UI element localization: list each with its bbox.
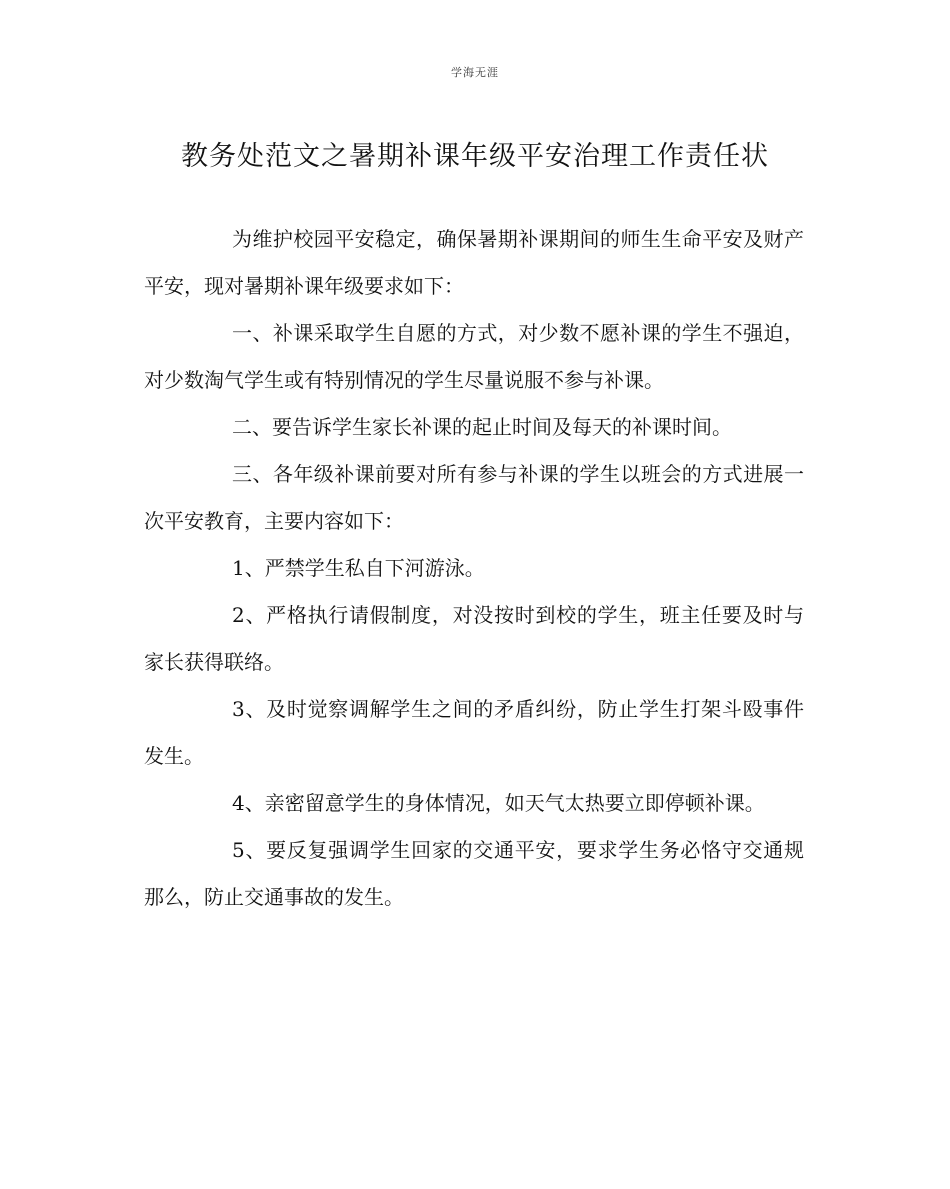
paragraph-sub-2: 2、严格执行请假制度，对没按时到校的学生，班主任要及时与家长获得联络。 xyxy=(144,603,804,674)
page-header: 学海无涯 xyxy=(451,66,499,79)
document-title: 教务处范文之暑期补课年级平安治理工作责任状 xyxy=(181,141,769,172)
document-body xyxy=(144,216,804,921)
paragraph-sub-4: 4、亲密留意学生的身体情况，如天气太热要立即停顿补课。 xyxy=(232,791,765,815)
paragraph-intro: 为维护校园平安稳定，确保暑期补课期间的师生生命平安及财产平安，现对暑期补课年级要求如下： xyxy=(144,227,804,298)
paragraph-sub-1: 1、严禁学生私自下河游泳。 xyxy=(232,556,485,580)
paragraph-item-1: 一、补课采取学生自愿的方式，对少数不愿补课的学生不强迫，对少数淘气学生或有特别情况的学生尽量说服不参与补课。 xyxy=(144,321,804,392)
paragraph-item-2: 二、要告诉学生家长补课的起止时间及每天的补课时间。 xyxy=(232,415,732,439)
paragraph-item-3: 三、各年级补课前要对所有参与补课的学生以班会的方式进展一次平安教育，主要内容如下： xyxy=(144,462,804,533)
paragraph-sub-3: 3、及时觉察调解学生之间的矛盾纠纷，防止学生打架斗殴事件发生。 xyxy=(144,697,804,768)
paragraph-sub-5: 5、要反复强调学生回家的交通平安，要求学生务必恪守交通规那么，防止交通事故的发生。 xyxy=(144,838,804,909)
